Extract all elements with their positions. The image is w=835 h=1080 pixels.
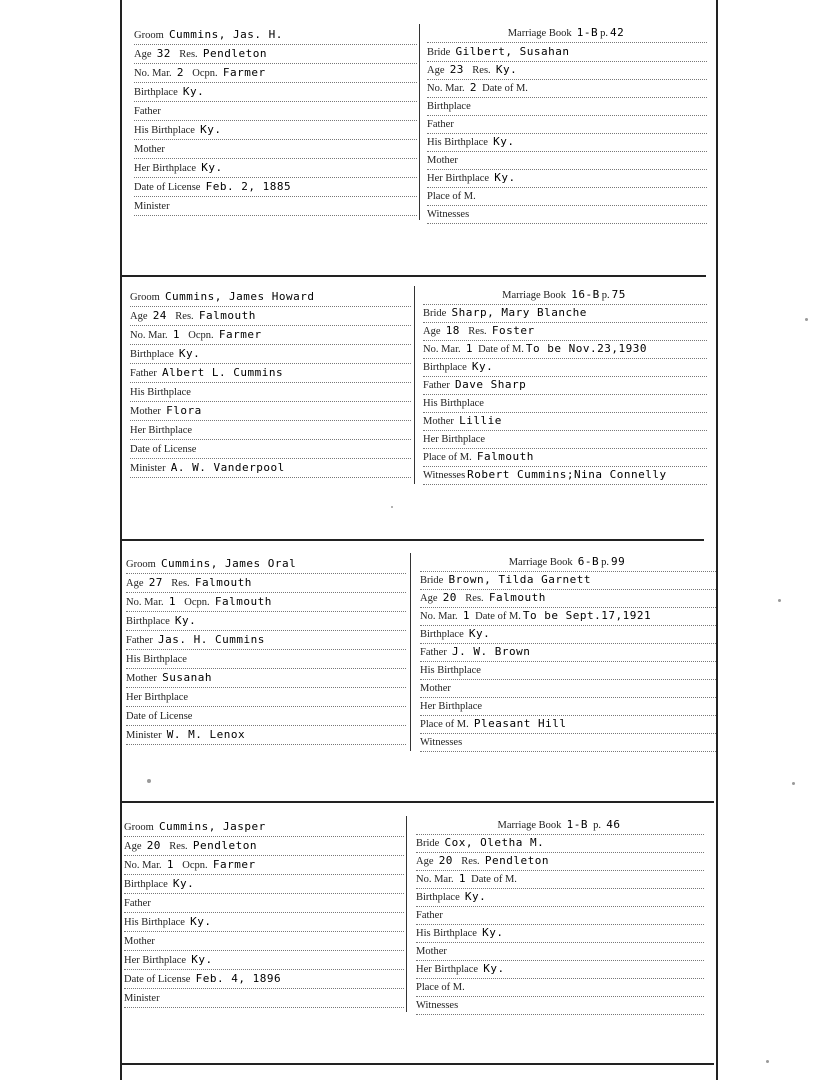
his-birthplace-row: His Birthplace Ky. (134, 121, 417, 140)
age-res-row: Age 27 Res. Falmouth (126, 574, 406, 593)
her-birthplace-row: Her Birthplace Ky. (427, 169, 707, 188)
age-res-row: Age 20 Res. Pendleton (124, 837, 404, 856)
his-birthplace-row: His Birthplace Ky. (124, 913, 404, 932)
her-birthplace-row: Her Birthplace Ky. (416, 960, 704, 979)
place-of-m-row: Place of M. (416, 978, 704, 997)
mother-row: Mother (416, 942, 704, 961)
age-res-row: Age 32 Res. Pendleton (134, 45, 417, 64)
minister-row: Minister (124, 989, 404, 1008)
groom-row: Groom Cummins, James Oral (126, 555, 406, 574)
bride-row: Bride Gilbert, Susahan (427, 43, 707, 62)
scan-speck (778, 599, 781, 602)
birthplace-row: Birthplace Ky. (124, 875, 404, 894)
bride-row: Bride Brown, Tilda Garnett (420, 571, 716, 590)
scan-speck (805, 318, 808, 321)
groom-name: Cummins, Jas. H. (168, 28, 283, 41)
birthplace-row: Birthplace Ky. (130, 345, 411, 364)
her-birthplace-row: Her Birthplace (130, 421, 411, 440)
no-mar-row: No. Mar. 2 Date of M. (427, 79, 707, 98)
minister-row: Minister A. W. Vanderpool (130, 459, 411, 478)
witnesses-row: Witnesses Robert Cummins;Nina Connelly (423, 466, 707, 485)
scan-speck (792, 782, 795, 785)
birthplace-row: Birthplace Ky. (126, 612, 406, 631)
groom-row: Groom Cummins, Jasper (124, 818, 404, 837)
bride-name: Brown, Tilda Garnett (448, 573, 591, 586)
marriage-book-row: Marriage Book 1-B p. 42 (427, 24, 707, 43)
birthplace-row: Birthplace Ky. (420, 625, 716, 644)
his-birthplace-row: His Birthplace Ky. (427, 133, 707, 152)
her-birthplace-row: Her Birthplace Ky. (124, 951, 404, 970)
groom-name: Cummins, James Oral (160, 557, 297, 570)
his-birthplace-row: His Birthplace (420, 661, 716, 680)
age-res-row: Age 20 Res. Falmouth (420, 589, 716, 608)
father-row: Father Jas. H. Cummins (126, 631, 406, 650)
witnesses-row: Witnesses (420, 733, 716, 752)
father-row: Father Albert L. Cummins (130, 364, 411, 383)
license-row: Date of License (126, 707, 406, 726)
witnesses-row: Witnesses (427, 205, 707, 224)
scan-speck (391, 506, 393, 508)
marriage-book-row: Marriage Book 16-B p. 75 (423, 286, 707, 305)
groom-name: Cummins, Jasper (158, 820, 266, 833)
age-res-row: Age 20 Res. Pendleton (416, 852, 704, 871)
mother-row: Mother (134, 140, 417, 159)
father-row: Father (134, 102, 417, 121)
license-row: Date of License Feb. 2, 1885 (134, 178, 417, 197)
license-row: Date of License Feb. 4, 1896 (124, 970, 404, 989)
her-birthplace-row: Her Birthplace Ky. (134, 159, 417, 178)
place-of-m-row: Place of M. Pleasant Hill (420, 715, 716, 734)
mother-row: Mother (427, 151, 707, 170)
his-birthplace-row: His Birthplace Ky. (416, 924, 704, 943)
his-birthplace-row: His Birthplace (130, 383, 411, 402)
no-mar-row: No. Mar. 1 Date of M. To be Sept.17,1921 (420, 607, 716, 626)
birthplace-row: Birthplace (427, 97, 707, 116)
place-of-m-row: Place of M. Falmouth (423, 448, 707, 467)
marriage-book-row: Marriage Book 1-B p. 46 (416, 816, 704, 835)
his-birthplace-row: His Birthplace (126, 650, 406, 669)
groom-name: Cummins, James Howard (164, 290, 315, 303)
father-row: Father (416, 906, 704, 925)
age-res-row: Age 18 Res. Foster (423, 322, 707, 341)
her-birthplace-row: Her Birthplace (420, 697, 716, 716)
mother-row: Mother Susanah (126, 669, 406, 688)
bride-row: Bride Sharp, Mary Blanche (423, 304, 707, 323)
scan-speck (147, 779, 151, 783)
no-mar-row: No. Mar. 1 Date of M. To be Nov.23,1930 (423, 340, 707, 359)
mother-row: Mother Lillie (423, 412, 707, 431)
his-birthplace-row: His Birthplace (423, 394, 707, 413)
her-birthplace-row: Her Birthplace (423, 430, 707, 449)
age-res-row: Age 23 Res. Ky. (427, 61, 707, 80)
no-mar-row: No. Mar. 1 Ocpn. Farmer (124, 856, 404, 875)
license-row: Date of License (130, 440, 411, 459)
column-divider (406, 816, 407, 1012)
bride-name: Gilbert, Susahan (455, 45, 570, 58)
record-divider (120, 1063, 714, 1065)
age-res-row: Age 24 Res. Falmouth (130, 307, 411, 326)
no-mar-row: No. Mar. 1 Date of M. (416, 870, 704, 889)
groom-row: Groom Cummins, James Howard (130, 288, 411, 307)
bride-name: Cox, Oletha M. (444, 836, 545, 849)
mother-row: Mother (124, 932, 404, 951)
bride-row: Bride Cox, Oletha M. (416, 834, 704, 853)
minister-row: Minister (134, 197, 417, 216)
father-row: Father (124, 894, 404, 913)
no-mar-row: No. Mar. 2 Ocpn. Farmer (134, 64, 417, 83)
birthplace-row: Birthplace Ky. (416, 888, 704, 907)
mother-row: Mother (420, 679, 716, 698)
groom-row: Groom Cummins, Jas. H. (134, 26, 417, 45)
her-birthplace-row: Her Birthplace (126, 688, 406, 707)
place-of-m-row: Place of M. (427, 187, 707, 206)
father-row: Father J. W. Brown (420, 643, 716, 662)
scan-speck (766, 1060, 769, 1063)
marriage-book-row: Marriage Book 6-B p. 99 (420, 553, 716, 572)
no-mar-row: No. Mar. 1 Ocpn. Farmer (130, 326, 411, 345)
mother-row: Mother Flora (130, 402, 411, 421)
father-row: Father Dave Sharp (423, 376, 707, 395)
birthplace-row: Birthplace Ky. (423, 358, 707, 377)
birthplace-row: Birthplace Ky. (134, 83, 417, 102)
minister-row: Minister W. M. Lenox (126, 726, 406, 745)
no-mar-row: No. Mar. 1 Ocpn. Falmouth (126, 593, 406, 612)
bride-name: Sharp, Mary Blanche (451, 306, 587, 319)
witnesses-row: Witnesses (416, 996, 704, 1015)
father-row: Father (427, 115, 707, 134)
